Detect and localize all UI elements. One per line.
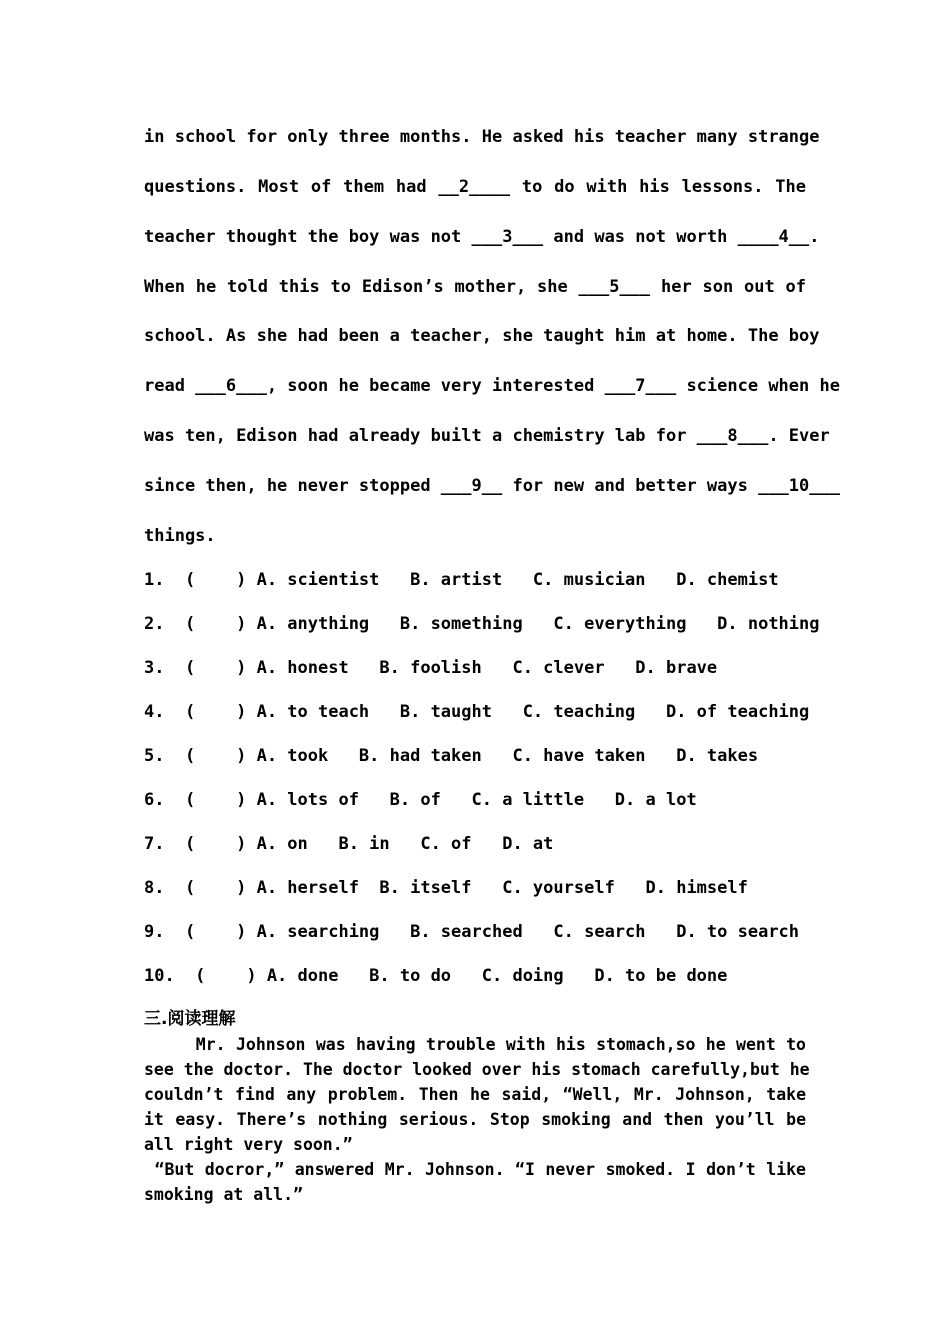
passage-line: was ten, Edison had already built a chemistry lab for ___8___. Ever [144, 426, 830, 446]
question-item: 6. ( ) A. lots of B. of C. a little D. a lot [144, 790, 697, 810]
reading-line: “But docror,” answered Mr. Johnson. “I never smoked. I don’t like [144, 1160, 806, 1179]
reading-line: Mr. Johnson was having trouble with his stomach,so he went to [144, 1035, 806, 1054]
reading-line: smoking at all.” [144, 1185, 303, 1204]
passage-line: since then, he never stopped ___9__ for new and better ways ___10___ [144, 476, 840, 496]
passage-line: When he told this to Edison’s mother, she ___5___ her son out of [144, 277, 806, 297]
question-item: 8. ( ) A. herself B. itself C. yourself D. himself [144, 878, 748, 898]
question-item: 7. ( ) A. on B. in C. of D. at [144, 834, 554, 854]
reading-line: it easy. There’s nothing serious. Stop smoking and then you’ll be [144, 1110, 806, 1129]
passage-line: questions. Most of them had __2____ to do with his lessons. The [144, 177, 806, 197]
question-item: 3. ( ) A. honest B. foolish C. clever D. brave [144, 658, 718, 678]
reading-line: couldn’t find any problem. Then he said, “Well, Mr. Johnson, take [144, 1085, 806, 1104]
passage-line: teacher thought the boy was not ___3___ and was not worth ____4__. [144, 227, 820, 247]
question-item: 5. ( ) A. took B. had taken C. have taken D. takes [144, 746, 759, 766]
passage-line: in school for only three months. He asked his teacher many strange [144, 127, 820, 147]
question-item: 1. ( ) A. scientist B. artist C. musician D. chemist [144, 570, 779, 590]
passage-line: school. As she had been a teacher, she taught him at home. The boy [144, 326, 820, 346]
passage-line: read ___6___, soon he became very interested ___7___ science when he [144, 376, 840, 396]
reading-line: see the doctor. The doctor looked over his stomach carefully,but he [144, 1060, 810, 1079]
passage-line: things. [144, 526, 216, 546]
reading-line: all right very soon.” [144, 1135, 353, 1154]
question-item: 9. ( ) A. searching B. searched C. search D. to search [144, 922, 800, 942]
section-title: 三.阅读理解 [144, 1009, 236, 1029]
question-item: 4. ( ) A. to teach B. taught C. teaching D. of teaching [144, 702, 810, 722]
question-item: 2. ( ) A. anything B. something C. everything D. nothing [144, 614, 820, 634]
question-item: 10. ( ) A. done B. to do C. doing D. to be done [144, 966, 728, 986]
